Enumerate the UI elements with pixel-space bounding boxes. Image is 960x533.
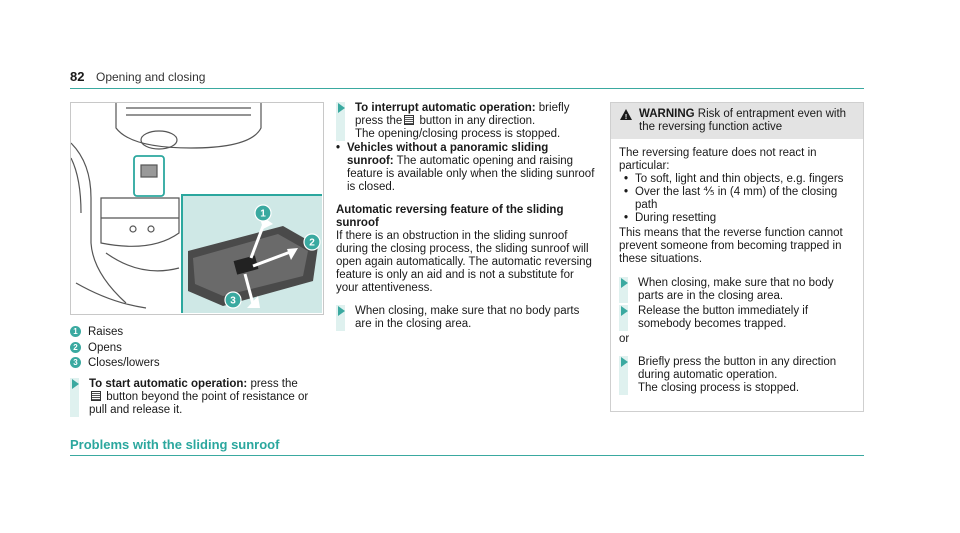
warning-step: Briefly press the button in any direction during automatic operation. The closing process is stopped. xyxy=(619,356,857,395)
list-item: • During resetting xyxy=(619,212,855,225)
instruction-column xyxy=(336,102,598,331)
interrupt-automatic-step: To interrupt automatic operation: briefly press the button in any direction. The opening/closing process is stopped. xyxy=(336,102,598,141)
reversing-heading: Automatic reversing feature of the sliding sunroof xyxy=(336,204,564,229)
start-automatic-step: To start automatic operation: press the button beyond the point of resistance or pull and release it. xyxy=(70,378,322,417)
reversing-paragraph: If there is an obstruction in the sliding sunroof during the closing process, the sliding sunroof will open again automatically. The automatic reversing feature is only an aid and is not a substitute for your attentiveness. xyxy=(336,230,592,294)
callout-3-label: 3 xyxy=(230,295,236,307)
switch-closeup-inset xyxy=(181,194,322,313)
warning-step: Release the button immediately if somebody becomes trapped. xyxy=(619,305,857,331)
header-rule xyxy=(70,88,864,89)
list-item: • To soft, light and thin objects, e.g. fingers xyxy=(619,173,855,186)
callout-1-label: 1 xyxy=(260,208,266,220)
closing-caution-step: When closing, make sure that no body parts are in the closing area. xyxy=(336,305,598,331)
section-rule xyxy=(70,455,864,456)
panoramic-note: • Vehicles without a panoramic sliding sunroof: The automatic opening and raising feature is available only when the sliding sunroof is closed. xyxy=(336,142,598,194)
switch-closeup-drawing xyxy=(183,196,322,313)
list-item: • Over the last ⅘ in (4 mm) of the closing path xyxy=(619,186,855,212)
step-arrow-icon xyxy=(621,306,628,316)
warning-step: When closing, make sure that no body parts are in the closing area. xyxy=(619,277,857,303)
section-heading: Problems with the sliding sunroof xyxy=(70,437,280,452)
warning-box xyxy=(610,102,864,412)
page-number: 82 xyxy=(70,69,85,84)
legend-item: 1 Raises xyxy=(70,325,160,341)
sunroof-button-icon xyxy=(404,115,414,125)
step-arrow-icon xyxy=(338,306,345,316)
step-arrow-icon xyxy=(338,103,345,113)
step-arrow-icon xyxy=(621,357,628,367)
legend-item: 2 Opens xyxy=(70,341,160,357)
step-arrow-icon xyxy=(72,379,79,389)
step-arrow-icon xyxy=(621,278,628,288)
legend-item: 3 Closes/lowers xyxy=(70,356,160,372)
warning-header: ! WARNING Risk of entrapment even with the reversing function active xyxy=(611,103,863,139)
figure-legend xyxy=(70,325,160,372)
callout-2-label: 2 xyxy=(309,237,315,249)
warning-triangle-icon: ! xyxy=(620,109,632,120)
sunroof-switch-figure xyxy=(70,102,324,315)
sunroof-button-icon xyxy=(91,391,101,401)
running-header: Opening and closing xyxy=(96,70,206,84)
warning-body: The reversing feature does not react in particular: • To soft, light and thin objects, e.g. fingers • Over the last ⅘ in (4 mm) of the closing path • During resetting This means that the reverse function cannot prevent someone from becoming trapped in these situations. When closing, make sure that no body parts are in the closing area. Release the button immediately if somebody becomes trapped. or Briefly press the button in any direction during automatic operation. The closing process is stopped. xyxy=(611,139,863,395)
